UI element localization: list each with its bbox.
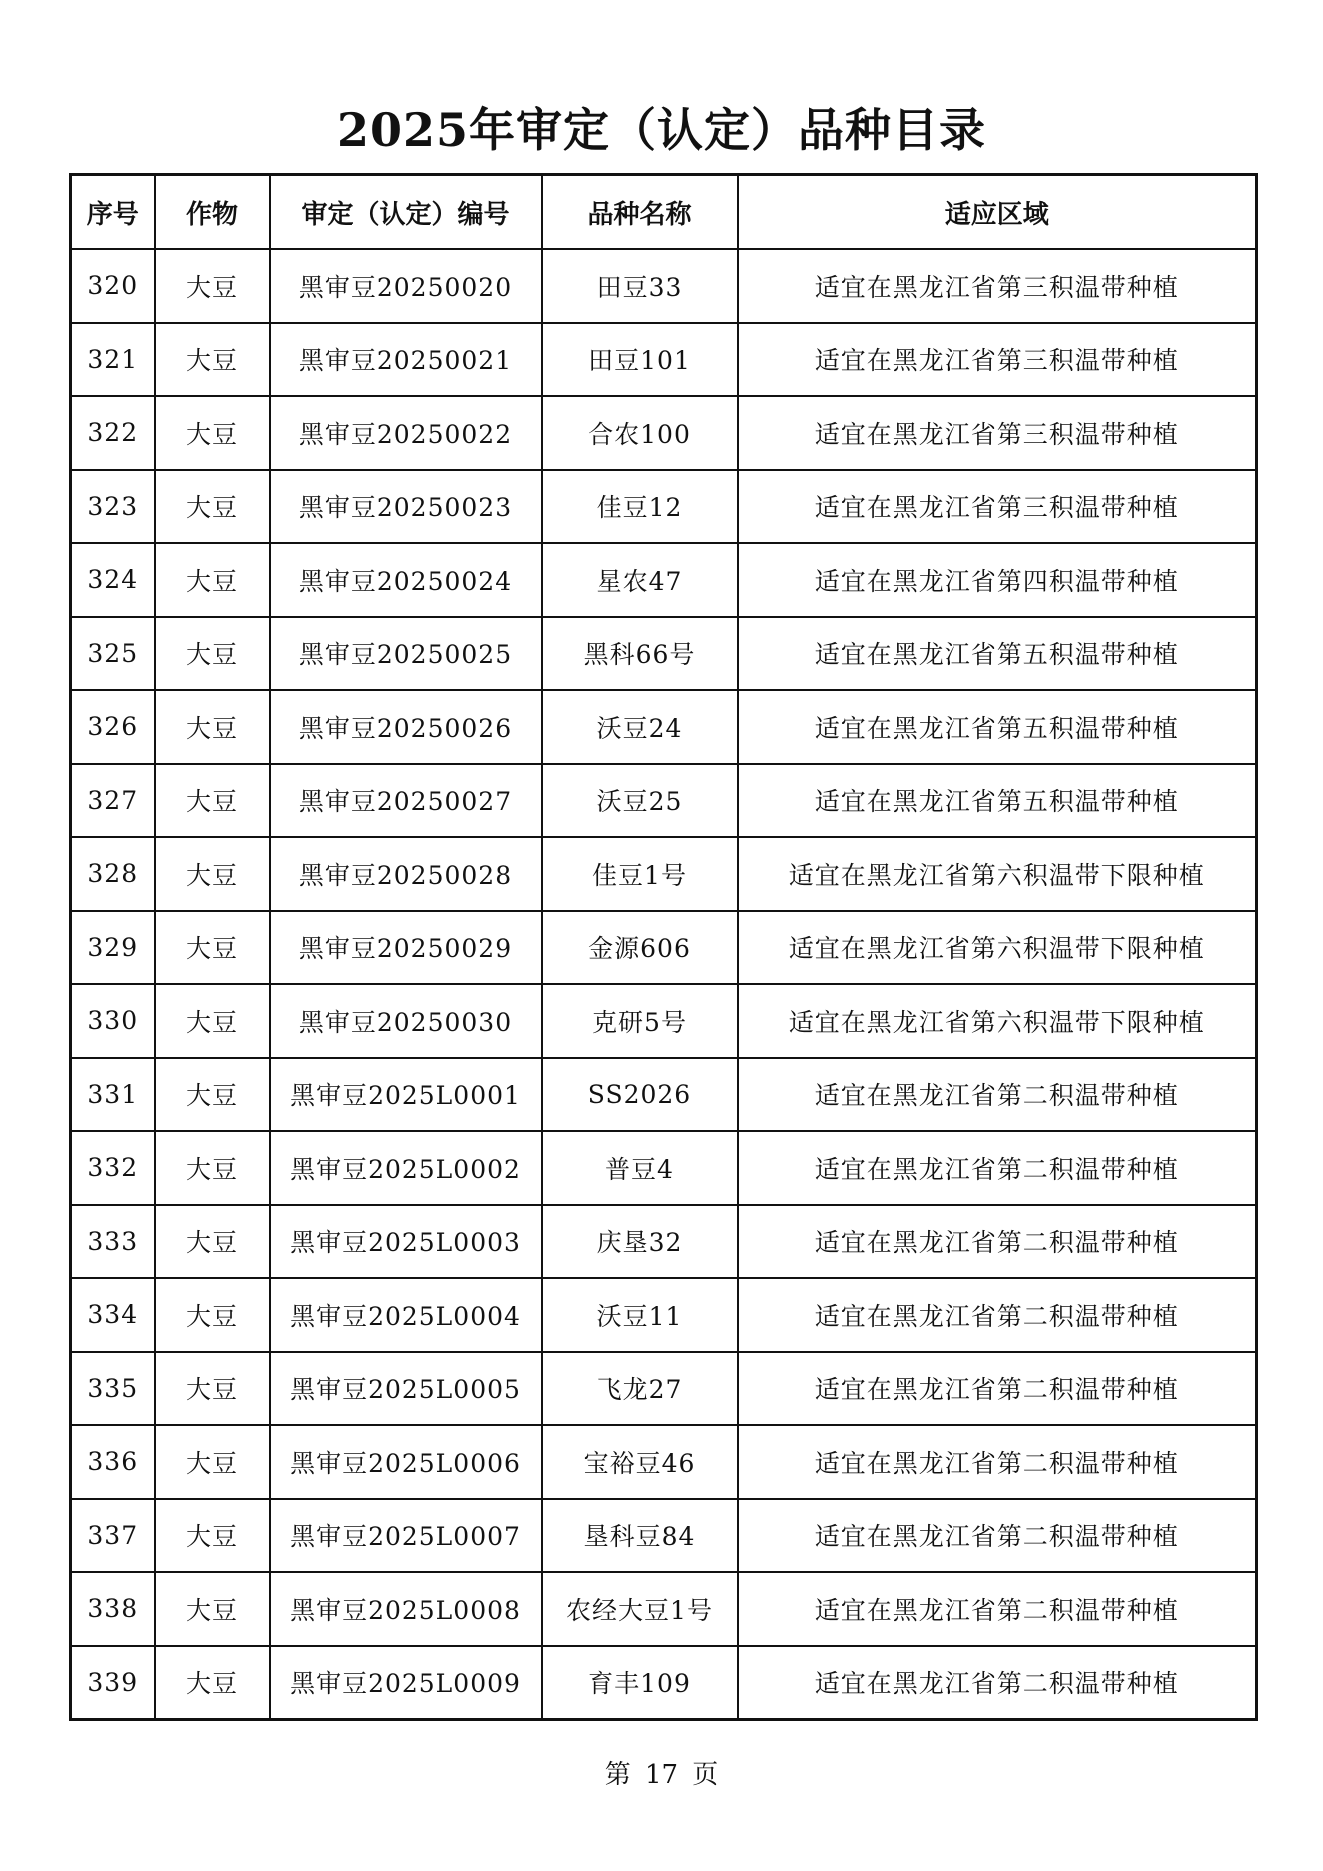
cell-serial-number: 320 [71,249,155,323]
cell-variety-name: 庆垦32 [542,1205,738,1279]
cell-variety-name: 沃豆11 [542,1278,738,1352]
cell-variety-name: 育丰109 [542,1646,738,1720]
table-row [71,764,1257,838]
cell-serial-number: 325 [71,617,155,691]
cell-variety-name: 宝裕豆46 [542,1425,738,1499]
table-row [71,1131,1257,1205]
cell-crop: 大豆 [155,543,270,617]
cell-approval-number: 黑审豆2025L0006 [270,1425,542,1499]
cell-adaptation-region: 适宜在黑龙江省第三积温带种植 [738,396,1257,470]
cell-crop: 大豆 [155,1646,270,1720]
header-serial-number: 序号 [71,175,155,250]
cell-serial-number: 322 [71,396,155,470]
cell-crop: 大豆 [155,1131,270,1205]
cell-serial-number: 330 [71,984,155,1058]
cell-crop: 大豆 [155,690,270,764]
cell-crop: 大豆 [155,617,270,691]
cell-adaptation-region: 适宜在黑龙江省第二积温带种植 [738,1058,1257,1132]
cell-serial-number: 338 [71,1572,155,1646]
cell-variety-name: 沃豆24 [542,690,738,764]
cell-adaptation-region: 适宜在黑龙江省第六积温带下限种植 [738,837,1257,911]
table-row [71,617,1257,691]
cell-approval-number: 黑审豆2025L0007 [270,1499,542,1573]
variety-catalog-table [69,173,1258,1721]
cell-crop: 大豆 [155,1205,270,1279]
cell-approval-number: 黑审豆20250029 [270,911,542,985]
table-row [71,690,1257,764]
cell-adaptation-region: 适宜在黑龙江省第五积温带种植 [738,617,1257,691]
page-number: 第 17 页 [604,1760,719,1790]
cell-approval-number: 黑审豆20250024 [270,543,542,617]
cell-crop: 大豆 [155,1499,270,1573]
table-row [71,1646,1257,1720]
table-row [71,911,1257,985]
cell-serial-number: 336 [71,1425,155,1499]
cell-adaptation-region: 适宜在黑龙江省第二积温带种植 [738,1131,1257,1205]
cell-serial-number: 337 [71,1499,155,1573]
cell-adaptation-region: 适宜在黑龙江省第五积温带种植 [738,690,1257,764]
cell-adaptation-region: 适宜在黑龙江省第二积温带种植 [738,1425,1257,1499]
cell-serial-number: 326 [71,690,155,764]
cell-variety-name: 田豆101 [542,323,738,397]
table-row [71,1205,1257,1279]
table-row [71,1499,1257,1573]
cell-crop: 大豆 [155,1058,270,1132]
cell-variety-name: 普豆4 [542,1131,738,1205]
cell-adaptation-region: 适宜在黑龙江省第二积温带种植 [738,1499,1257,1573]
header-approval-number: 审定（认定）编号 [270,175,542,250]
cell-serial-number: 331 [71,1058,155,1132]
cell-approval-number: 黑审豆2025L0002 [270,1131,542,1205]
table-row [71,470,1257,544]
cell-adaptation-region: 适宜在黑龙江省第二积温带种植 [738,1205,1257,1279]
table-body [71,249,1257,1720]
cell-crop: 大豆 [155,396,270,470]
cell-variety-name: 飞龙27 [542,1352,738,1426]
cell-adaptation-region: 适宜在黑龙江省第三积温带种植 [738,323,1257,397]
table-header [71,175,1257,250]
cell-serial-number: 332 [71,1131,155,1205]
cell-adaptation-region: 适宜在黑龙江省第六积温带下限种植 [738,984,1257,1058]
cell-variety-name: 垦科豆84 [542,1499,738,1573]
cell-variety-name: 合农100 [542,396,738,470]
cell-crop: 大豆 [155,911,270,985]
page-title: 2025年审定（认定）品种目录 [336,103,987,157]
table-row [71,984,1257,1058]
cell-variety-name: 克研5号 [542,984,738,1058]
cell-variety-name: 农经大豆1号 [542,1572,738,1646]
cell-crop: 大豆 [155,764,270,838]
cell-variety-name: 佳豆1号 [542,837,738,911]
header-variety-name: 品种名称 [542,175,738,250]
table-row [71,1425,1257,1499]
cell-approval-number: 黑审豆20250026 [270,690,542,764]
cell-serial-number: 323 [71,470,155,544]
cell-adaptation-region: 适宜在黑龙江省第三积温带种植 [738,249,1257,323]
cell-adaptation-region: 适宜在黑龙江省第二积温带种植 [738,1646,1257,1720]
cell-crop: 大豆 [155,249,270,323]
cell-serial-number: 324 [71,543,155,617]
cell-approval-number: 黑审豆2025L0001 [270,1058,542,1132]
header-adaptation-region: 适应区域 [738,175,1257,250]
cell-approval-number: 黑审豆2025L0004 [270,1278,542,1352]
cell-approval-number: 黑审豆20250022 [270,396,542,470]
cell-crop: 大豆 [155,1572,270,1646]
cell-serial-number: 328 [71,837,155,911]
cell-approval-number: 黑审豆2025L0008 [270,1572,542,1646]
table-row [71,837,1257,911]
cell-serial-number: 327 [71,764,155,838]
cell-crop: 大豆 [155,1425,270,1499]
cell-approval-number: 黑审豆20250023 [270,470,542,544]
cell-approval-number: 黑审豆20250020 [270,249,542,323]
table-row [71,1572,1257,1646]
cell-approval-number: 黑审豆20250030 [270,984,542,1058]
cell-serial-number: 334 [71,1278,155,1352]
cell-adaptation-region: 适宜在黑龙江省第二积温带种植 [738,1572,1257,1646]
cell-approval-number: 黑审豆20250025 [270,617,542,691]
cell-adaptation-region: 适宜在黑龙江省第二积温带种植 [738,1352,1257,1426]
cell-adaptation-region: 适宜在黑龙江省第四积温带种植 [738,543,1257,617]
cell-serial-number: 329 [71,911,155,985]
cell-variety-name: 田豆33 [542,249,738,323]
cell-crop: 大豆 [155,323,270,397]
table-row [71,249,1257,323]
cell-crop: 大豆 [155,1278,270,1352]
cell-approval-number: 黑审豆20250021 [270,323,542,397]
cell-variety-name: 星农47 [542,543,738,617]
cell-variety-name: 黑科66号 [542,617,738,691]
cell-approval-number: 黑审豆20250028 [270,837,542,911]
cell-crop: 大豆 [155,984,270,1058]
cell-variety-name: 佳豆12 [542,470,738,544]
cell-adaptation-region: 适宜在黑龙江省第五积温带种植 [738,764,1257,838]
cell-approval-number: 黑审豆2025L0005 [270,1352,542,1426]
cell-variety-name: 金源606 [542,911,738,985]
cell-serial-number: 333 [71,1205,155,1279]
cell-approval-number: 黑审豆20250027 [270,764,542,838]
cell-serial-number: 339 [71,1646,155,1720]
table-row [71,1278,1257,1352]
table-row [71,543,1257,617]
cell-adaptation-region: 适宜在黑龙江省第三积温带种植 [738,470,1257,544]
table-row [71,1058,1257,1132]
table-row [71,1352,1257,1426]
cell-crop: 大豆 [155,470,270,544]
header-crop: 作物 [155,175,270,250]
cell-approval-number: 黑审豆2025L0003 [270,1205,542,1279]
cell-serial-number: 321 [71,323,155,397]
cell-adaptation-region: 适宜在黑龙江省第二积温带种植 [738,1278,1257,1352]
cell-serial-number: 335 [71,1352,155,1426]
cell-crop: 大豆 [155,837,270,911]
table-row [71,323,1257,397]
cell-adaptation-region: 适宜在黑龙江省第六积温带下限种植 [738,911,1257,985]
cell-crop: 大豆 [155,1352,270,1426]
cell-variety-name: 沃豆25 [542,764,738,838]
header-row [71,175,1257,250]
table-row [71,396,1257,470]
cell-variety-name: SS2026 [542,1058,738,1132]
cell-approval-number: 黑审豆2025L0009 [270,1646,542,1720]
